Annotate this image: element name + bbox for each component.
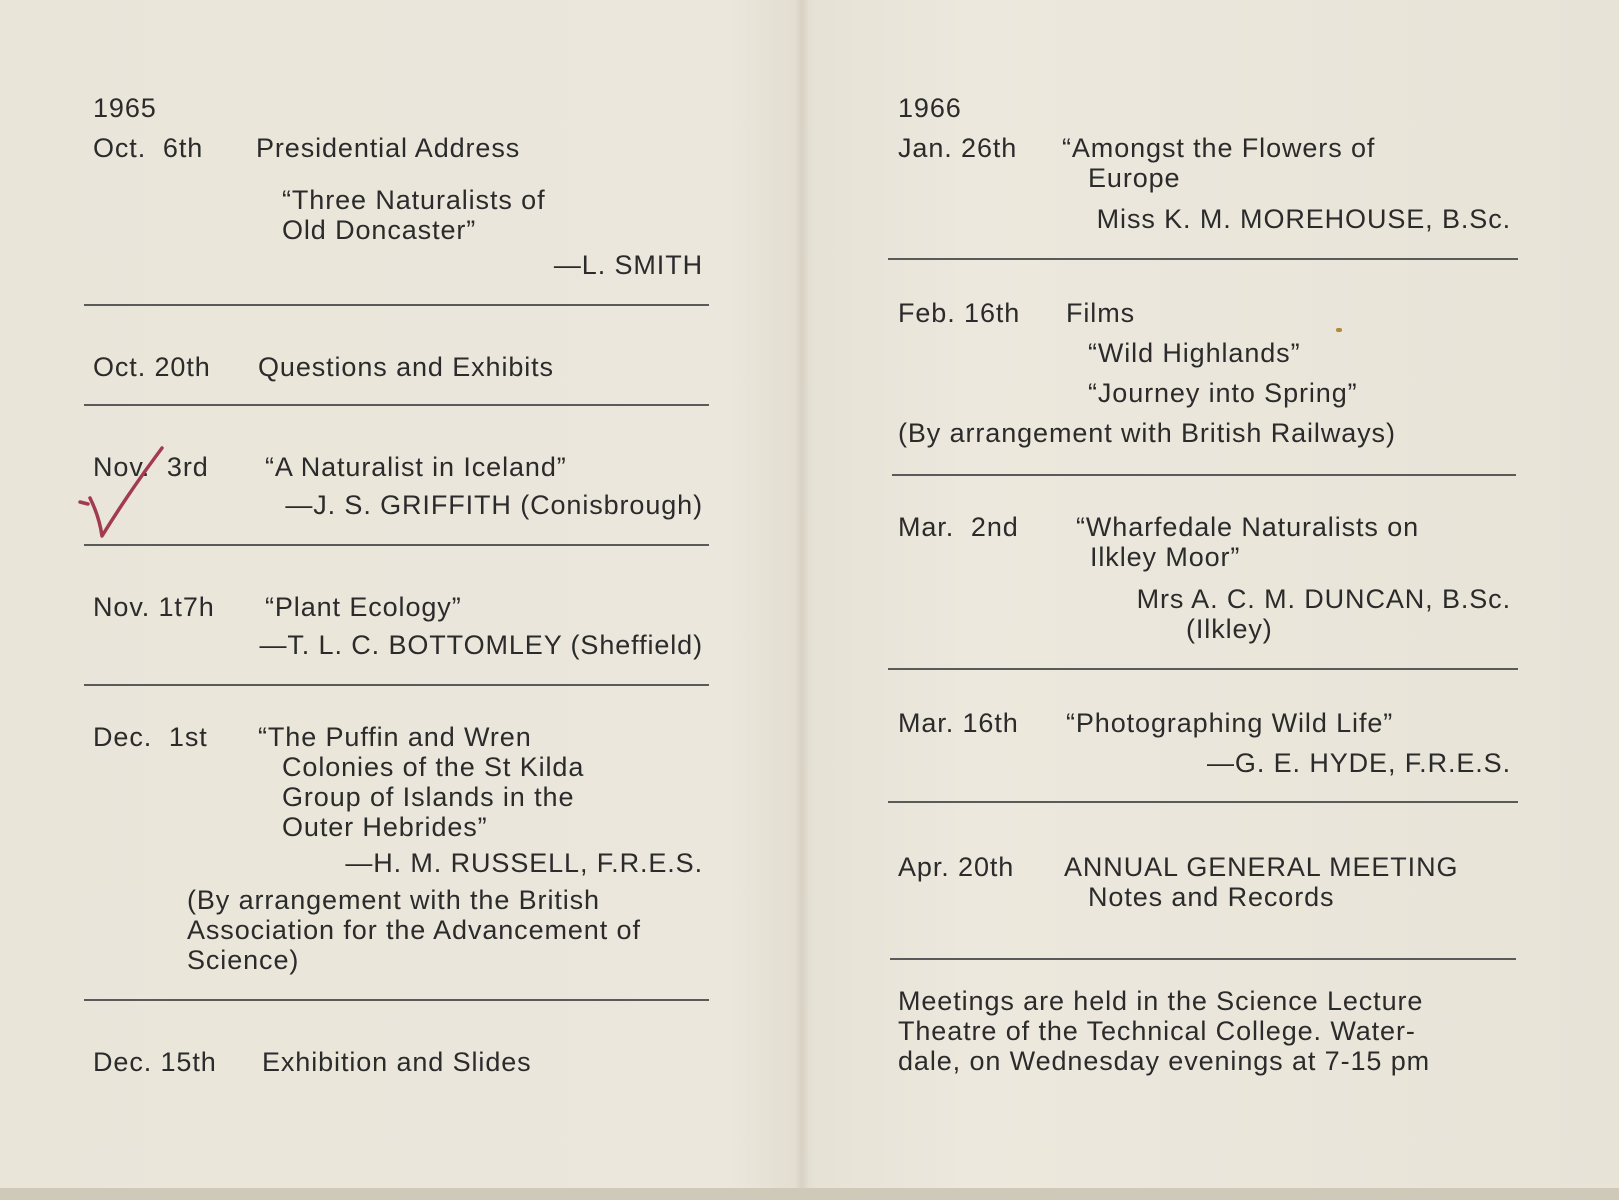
- event-title: “Plant Ecology”: [265, 592, 462, 622]
- year-1965: 1965: [93, 93, 157, 123]
- event-date: Apr. 20th: [898, 852, 1015, 882]
- event-date: Jan. 26th: [898, 133, 1018, 163]
- event-title: Films: [1066, 298, 1135, 328]
- event-date: Dec. 1st: [93, 722, 208, 752]
- event-note: Association for the Advancement of: [187, 915, 641, 945]
- film-title: “Journey into Spring”: [1088, 378, 1358, 408]
- divider: [84, 404, 709, 406]
- event-date: Oct. 20th: [93, 352, 211, 382]
- footer-line: dale, on Wednesday evenings at 7-15 pm: [898, 1046, 1431, 1076]
- footer-line: Theatre of the Technical College. Water-: [898, 1016, 1416, 1046]
- divider: [890, 958, 1516, 960]
- divider: [888, 258, 1518, 260]
- divider: [84, 544, 709, 546]
- event-title: “The Puffin and Wren: [258, 722, 532, 752]
- divider: [84, 304, 709, 306]
- event-speaker: Mrs A. C. M. DUNCAN, B.Sc.: [1136, 584, 1511, 614]
- event-title: Group of Islands in the: [282, 782, 575, 812]
- event-date: Dec. 15th: [93, 1047, 217, 1077]
- divider: [84, 999, 709, 1001]
- event-date: Feb. 16th: [898, 298, 1021, 328]
- event-subtitle: Notes and Records: [1088, 882, 1335, 912]
- footer-line: Meetings are held in the Science Lecture: [898, 986, 1424, 1016]
- event-title: Questions and Exhibits: [258, 352, 554, 382]
- event-speaker: —T. L. C. BOTTOMLEY (Sheffield): [259, 630, 703, 660]
- event-title: Ilkley Moor”: [1090, 542, 1241, 572]
- event-speaker-location: (Ilkley): [1186, 614, 1273, 644]
- event-title: Europe: [1088, 163, 1181, 193]
- event-subtitle: “Three Naturalists of: [282, 185, 546, 215]
- event-date: Mar. 16th: [898, 708, 1019, 738]
- card-bottom-edge: [0, 1188, 1619, 1200]
- event-title: ANNUAL GENERAL MEETING: [1064, 852, 1459, 882]
- event-date: Nov. 1t7h: [93, 592, 215, 622]
- divider: [892, 474, 1516, 476]
- event-title: “A Naturalist in Iceland”: [265, 452, 567, 482]
- event-speaker: Miss K. M. MOREHOUSE, B.Sc.: [1096, 204, 1511, 234]
- event-speaker: —G. E. HYDE, F.R.E.S.: [1207, 748, 1511, 778]
- event-note: (By arrangement with British Railways): [898, 418, 1396, 448]
- event-title: Presidential Address: [256, 133, 521, 163]
- event-subtitle: Old Doncaster”: [282, 215, 477, 245]
- event-speaker: —J. S. GRIFFITH (Conisbrough): [285, 490, 703, 520]
- event-speaker: —L. SMITH: [553, 250, 703, 280]
- event-speaker: —H. M. RUSSELL, F.R.E.S.: [345, 848, 703, 878]
- event-title: Outer Hebrides”: [282, 812, 488, 842]
- divider: [888, 801, 1518, 803]
- event-title: Colonies of the St Kilda: [282, 752, 585, 782]
- event-date: Mar. 2nd: [898, 512, 1019, 542]
- checkmark-icon: [78, 440, 188, 550]
- event-note: (By arrangement with the British: [187, 885, 600, 915]
- event-title: “Wharfedale Naturalists on: [1076, 512, 1420, 542]
- event-note: Science): [187, 945, 300, 975]
- divider: [84, 684, 709, 686]
- year-1966: 1966: [898, 93, 962, 123]
- event-title: Exhibition and Slides: [262, 1047, 532, 1077]
- ink-speck: [1336, 328, 1342, 332]
- film-title: “Wild Highlands”: [1088, 338, 1301, 368]
- divider: [888, 668, 1518, 670]
- event-date: Oct. 6th: [93, 133, 204, 163]
- event-date: Nov. 3rd: [93, 452, 209, 482]
- event-title: “Amongst the Flowers of: [1062, 133, 1376, 163]
- card-fold: [795, 0, 809, 1200]
- event-title: “Photographing Wild Life”: [1066, 708, 1394, 738]
